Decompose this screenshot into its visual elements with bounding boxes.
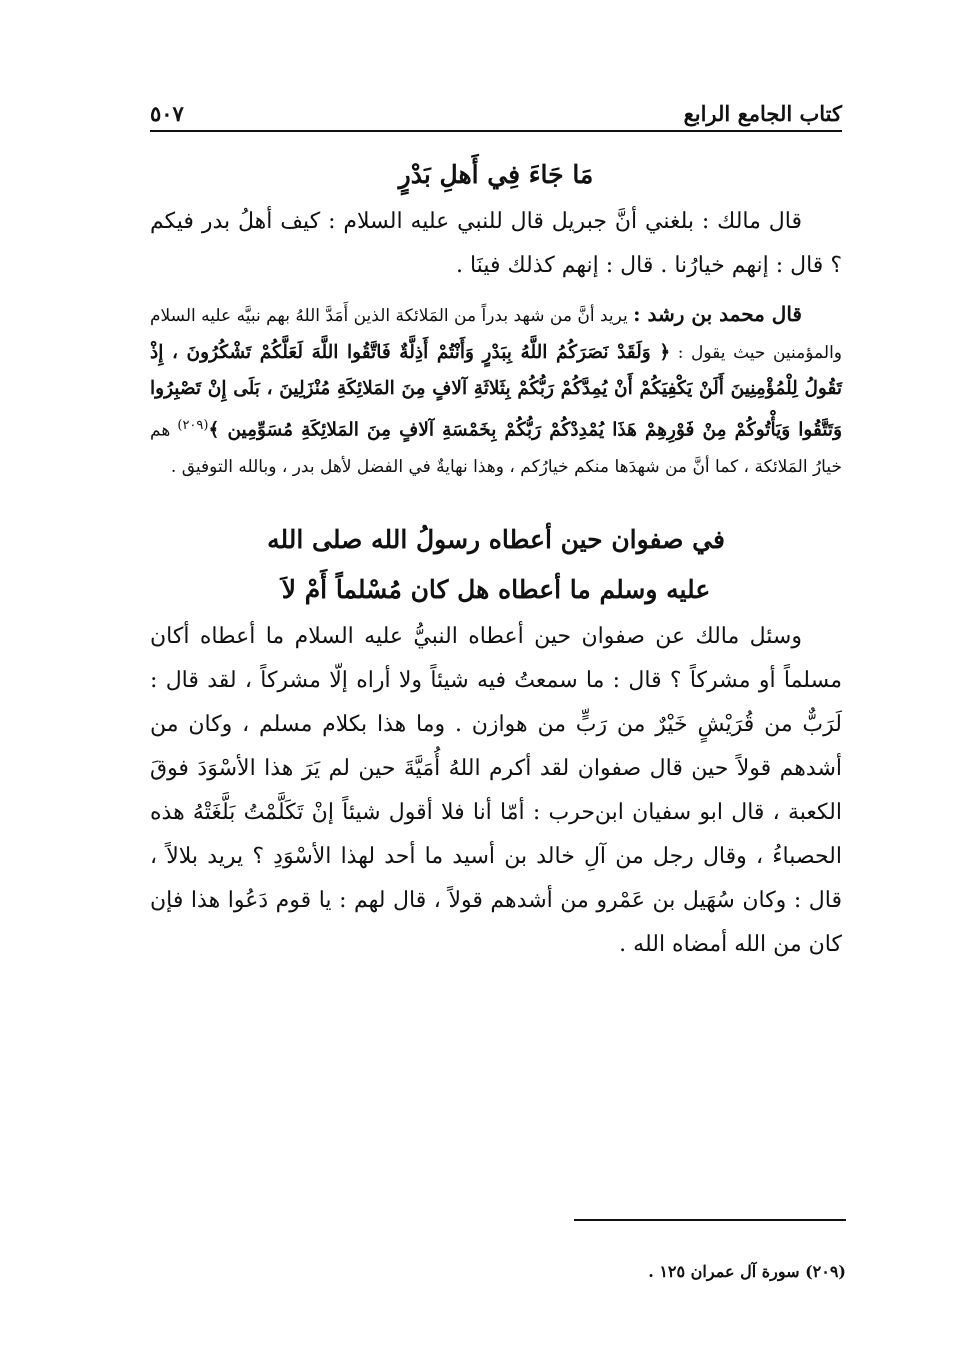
- section-heading-safwan-line2: عليه وسلم ما أعطاه هل كان مُسْلماً أَمْ لاَ: [281, 575, 711, 605]
- commentary-lead: قال محمد بن رشد :: [633, 302, 802, 326]
- page-header: [150, 92, 842, 132]
- footnote-separator: [574, 1219, 846, 1221]
- quran-verse: ﴿ وَلَقَدْ نَصَرَكُمُ اللَّهُ بِبَدْرٍ وَأَنْتُمْ أَذِلَّةٌ فَاتَّقُوا اللَّهَ لَعَلَّكُمْ تَشْكُرُونَ ، إِذْ تَقُولُ لِلْمُؤْمِنِينَ أَلَنْ يَكْفِيَكُمْ أَنْ يُمِدَّكُمْ رَبُّكُمْ بِثَلاثَةِ آلافٍ مِنَ المَلائِكَةِ مُنْزَلِينَ ، بَلَى إِنْ تَصْبِرُوا وَتَتَّقُوا وَيَأْتُوكُمْ مِنْ فَوْرِهِمْ هَذَا يُمْدِدْكُمْ رَبُّكُمْ بِخَمْسَةِ آلافٍ مِنَ المَلائِكَةِ مُسَوِّمِين ﴾: [150, 341, 843, 441]
- malik-paragraph-badr: قال مالك : بلغني أنَّ جبريل قال للنبي عليه السلام : كيف أهلُ بدر فيكم ؟ قال : إنهم خيارُنا . قال : إنهم كذلك فينَا .: [150, 209, 842, 278]
- section-gap: [150, 485, 842, 515]
- commentary-text-end: هم خيارُ المَلائكة ، كما أنَّ من شهدَها منكم خيارُكم ، وهذا نهايةٌ في الفضل لأهل بدر ، وبالله التوفيق .: [150, 420, 842, 477]
- main-text: [150, 150, 842, 967]
- safwan-paragraph: وسئل مالك عن صفوان حين أعطاه النبيُّ عليه السلام ما أعطاه أكان مسلماً أو مشركاً ؟ قال : ما سمعتُ فيه شيئاً ولا أراه إلّا مشركاً ، لقد قال : لَرَبٌّ من قُرَيْشٍ خَيْرٌ من رَبٍّ من هوازن . وما هذا بكلام مسلم ، وكان من أشدهم قولاً حين قال صفوان لقد أكرم اللهُ أُمَيَّةَ حين لم يَرَ هذا الأسْوَدَ فوقَ الكعبة ، قال ابو سفيان ابن‌حرب : أمّا أنا فلا أقول شيئاً إنْ تَكَلَّمْتُ بَلَّغَتْهُ هذه الحصباءُ ، وقال رجل من آلِ خالد بن أسيد ما أحد لهذا الأسْوَدِ ؟ يريد بلالاً ، قال : وكان سُهَيل بن عَمْرو من أشدهم قولاً ، قال لهم : يا قوم دَعُوا هذا فإن كان من الله أمضاه الله .: [150, 624, 842, 958]
- footnote-text: (٢٠٩) سورة آل عمران ١٢٥ .: [648, 1262, 846, 1281]
- page-number: ٥٠٧: [150, 101, 184, 126]
- section-heading-badr: مَا جَاءَ فِي أَهلِ بَدْرٍ: [398, 160, 594, 189]
- ibn-rushd-commentary: [150, 296, 842, 485]
- commentary-text-start: يريد أنَّ من شهد بدراً من المَلائكة الذين أَمَدَّ اللهُ بهم نبيَّه عليه السلام والمؤمنين حيث يقول :: [150, 306, 842, 363]
- footnote-reference: (٢٠٩): [177, 417, 209, 433]
- section-heading-safwan-line1: في صفوان حين أعطاه رسولُ الله صلى الله: [267, 525, 725, 555]
- running-title: كتاب الجامع الرابع: [683, 101, 842, 126]
